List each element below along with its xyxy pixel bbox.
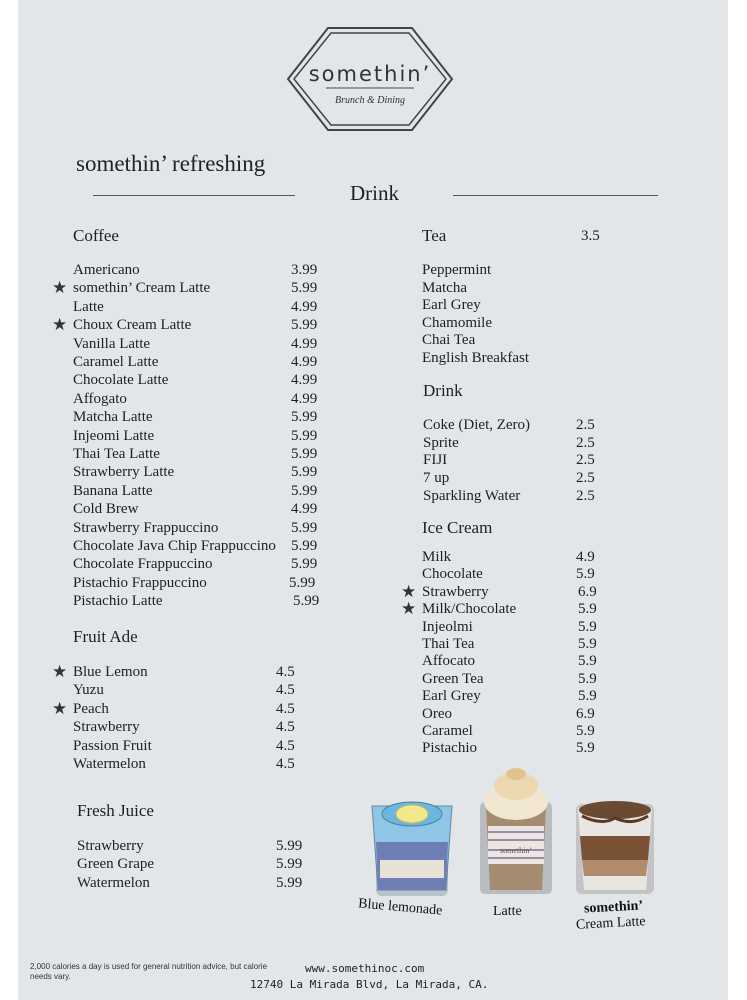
star-icon: ★	[401, 599, 417, 619]
coffee-item-price: 4.99	[291, 501, 318, 518]
fresh-juice-item-price: 5.99	[276, 856, 303, 873]
fruit-ade-item-name: Peach	[73, 700, 109, 717]
drink-item-name: Coke (Diet, Zero)	[423, 417, 531, 433]
coffee-item-name: Chocolate Java Chip Frappuccino	[73, 538, 276, 554]
ice-cream-item-price: 4.9	[576, 549, 595, 565]
ice-cream-item-name: Earl Grey	[422, 688, 481, 705]
fresh-juice-item-price: 5.99	[276, 838, 303, 854]
coffee-item-name: Chocolate Latte	[73, 372, 169, 389]
tea-price: 3.5	[581, 228, 600, 244]
fruit-ade-item-price: 4.5	[276, 719, 295, 736]
ice-cream-item-name: Chocolate	[422, 566, 483, 583]
drink-item-price: 2.5	[576, 452, 595, 469]
ice-cream-item-name: Milk	[422, 549, 452, 565]
fruit-ade-item-name: Blue Lemon	[73, 664, 148, 680]
coffee-item-name: Thai Tea Latte	[73, 446, 160, 462]
drink-item-name: Sprite	[423, 434, 459, 451]
coffee-item-price: 5.99	[289, 574, 316, 591]
ice-cream-item-price: 5.9	[578, 670, 597, 687]
coffee-item-name: Matcha Latte	[73, 409, 153, 426]
coffee-item-name: Chocolate Frappuccino	[73, 556, 213, 573]
ice-cream-item-name: Strawberry	[422, 583, 489, 600]
fruit-ade-title: Fruit Ade	[73, 627, 138, 646]
coffee-item-price: 5.99	[291, 538, 318, 554]
star-icon: ★	[52, 662, 68, 681]
coffee-item-price: 4.99	[291, 335, 318, 352]
star-icon: ★	[52, 278, 68, 298]
fruit-ade-item-price: 4.5	[276, 700, 295, 717]
tea-item-name: Chamomile	[422, 314, 492, 331]
coffee-item-name: Affogato	[73, 390, 127, 407]
coffee-item-name: Choux Cream Latte	[73, 317, 192, 334]
drink-item-price: 2.5	[576, 417, 595, 433]
coffee-item-price: 5.99	[291, 317, 318, 334]
ice-cream-item-price: 5.9	[578, 653, 597, 670]
coffee-item-price: 5.99	[293, 593, 320, 610]
cream-latte-photo	[572, 796, 658, 896]
fruit-ade-item-name: Yuzu	[73, 682, 104, 699]
coffee-item-price: 5.99	[291, 427, 318, 444]
coffee-item-price: 5.99	[291, 556, 318, 573]
coffee-item-name: Latte	[73, 298, 104, 315]
ice-cream-item-price: 5.9	[576, 566, 595, 583]
coffee-item-price: 4.99	[291, 372, 318, 389]
tea-item-name: Earl Grey	[422, 297, 481, 314]
ice-cream-item-price: 6.9	[578, 583, 597, 600]
coffee-item-price: 4.99	[291, 354, 318, 370]
ice-cream-item-name: Thai Tea	[422, 636, 475, 652]
title-rule-right	[453, 195, 658, 196]
tea-item-name: Peppermint	[422, 262, 492, 278]
fruit-ade-item-name: Strawberry	[73, 719, 140, 736]
coffee-item-name: Strawberry Latte	[73, 464, 175, 481]
coffee-item-name: Caramel Latte	[73, 354, 159, 370]
tea-title: Tea	[422, 226, 447, 245]
drink-item-name: FIJI	[423, 452, 448, 469]
ice-cream-item-price: 5.9	[576, 723, 595, 739]
drink-item-price: 2.5	[576, 470, 595, 487]
coffee-item-price: 4.99	[291, 390, 318, 407]
latte-photo	[476, 766, 556, 898]
ice-cream-item-price: 5.9	[576, 740, 595, 757]
drink-title: Drink	[423, 381, 463, 400]
coffee-item-price: 4.99	[291, 298, 318, 315]
fresh-juice-item-price: 5.99	[276, 874, 303, 891]
coffee-item-name: Strawberry Frappuccino	[73, 519, 219, 536]
coffee-item-name: Pistachio Latte	[73, 593, 163, 610]
fresh-juice-item-name: Green Grape	[77, 856, 155, 873]
drink-item-name: 7 up	[423, 470, 450, 487]
brand-name: somethin’	[308, 62, 432, 86]
fruit-ade-item-price: 4.5	[276, 682, 295, 699]
tea-item-name: Chai Tea	[422, 332, 476, 349]
fruit-ade-item-price: 4.5	[276, 756, 295, 772]
cream-latte-label-2: Cream Latte	[575, 914, 646, 933]
ice-cream-item-price: 5.9	[578, 601, 597, 618]
headline: somethin’ refreshing	[76, 151, 266, 176]
star-icon: ★	[52, 315, 68, 335]
ice-cream-item-name: Milk/Chocolate	[422, 601, 517, 618]
ice-cream-item-price: 5.9	[578, 688, 597, 705]
fruit-ade-item-name: Passion Fruit	[73, 737, 152, 754]
menu-page	[18, 0, 728, 1000]
ice-cream-title: Ice Cream	[422, 518, 493, 537]
coffee-item-price: 5.99	[291, 446, 318, 462]
fresh-juice-title: Fresh Juice	[77, 801, 154, 820]
fruit-ade-item-price: 4.5	[276, 737, 295, 754]
fruit-ade-item-name: Watermelon	[73, 756, 146, 772]
website[interactable]: www.somethinoc.com	[305, 962, 425, 975]
blue-lemonade-label: Blue lemonade	[357, 896, 443, 919]
coffee-item-name: Cold Brew	[73, 501, 139, 518]
coffee-item-price: 5.99	[291, 519, 318, 536]
star-icon: ★	[52, 698, 68, 718]
ice-cream-item-name: Caramel	[422, 723, 473, 739]
ice-cream-item-name: Pistachio	[422, 740, 477, 757]
title-rule-left	[93, 195, 295, 196]
coffee-item-name: Injeomi Latte	[73, 427, 155, 444]
coffee-item-name: Banana Latte	[73, 482, 153, 499]
fruit-ade-item-price: 4.5	[276, 664, 295, 680]
ice-cream-item-name: Oreo	[422, 705, 452, 722]
drink-item-name: Sparkling Water	[423, 487, 521, 504]
coffee-item-name: Pistachio Frappuccino	[73, 574, 207, 591]
fresh-juice-item-name: Strawberry	[77, 838, 144, 854]
ice-cream-item-name: Affocato	[422, 653, 476, 670]
coffee-item-price: 5.99	[291, 482, 318, 499]
fresh-juice-item-name: Watermelon	[77, 874, 150, 891]
coffee-item-name: Americano	[73, 262, 140, 278]
blue-lemonade-photo	[366, 790, 458, 900]
latte-label: Latte	[493, 904, 522, 919]
address: 12740 La Mirada Blvd, La Mirada, CA.	[250, 978, 489, 991]
cup-brand: somethin’	[500, 846, 532, 855]
ice-cream-item-name: Green Tea	[422, 670, 484, 687]
tea-item-name: English Breakfast	[422, 350, 530, 366]
drink-item-price: 2.5	[576, 434, 595, 451]
ice-cream-item-name: Injeolmi	[422, 618, 473, 635]
coffee-title: Coffee	[73, 226, 119, 245]
coffee-item-price: 5.99	[291, 464, 318, 481]
drink-item-price: 2.5	[576, 487, 595, 504]
menu-title: Drink	[350, 181, 399, 205]
tea-item-name: Matcha	[422, 279, 467, 296]
coffee-item-price: 3.99	[291, 262, 318, 278]
star-icon: ★	[401, 581, 417, 601]
calorie-note: 2,000 calories a day is used for general nutrition advice, but calorie needs vary.	[30, 962, 268, 981]
ice-cream-item-price: 5.9	[578, 618, 597, 635]
coffee-item-name: somethin’ Cream Latte	[73, 280, 211, 297]
ice-cream-item-price: 6.9	[576, 705, 595, 722]
brand-tagline: Brunch & Dining	[335, 95, 405, 106]
coffee-item-name: Vanilla Latte	[73, 335, 151, 352]
ice-cream-item-price: 5.9	[578, 636, 597, 652]
cream-latte-label-1: somethin’	[583, 898, 644, 917]
coffee-item-price: 5.99	[291, 280, 318, 297]
coffee-item-price: 5.99	[291, 409, 318, 426]
